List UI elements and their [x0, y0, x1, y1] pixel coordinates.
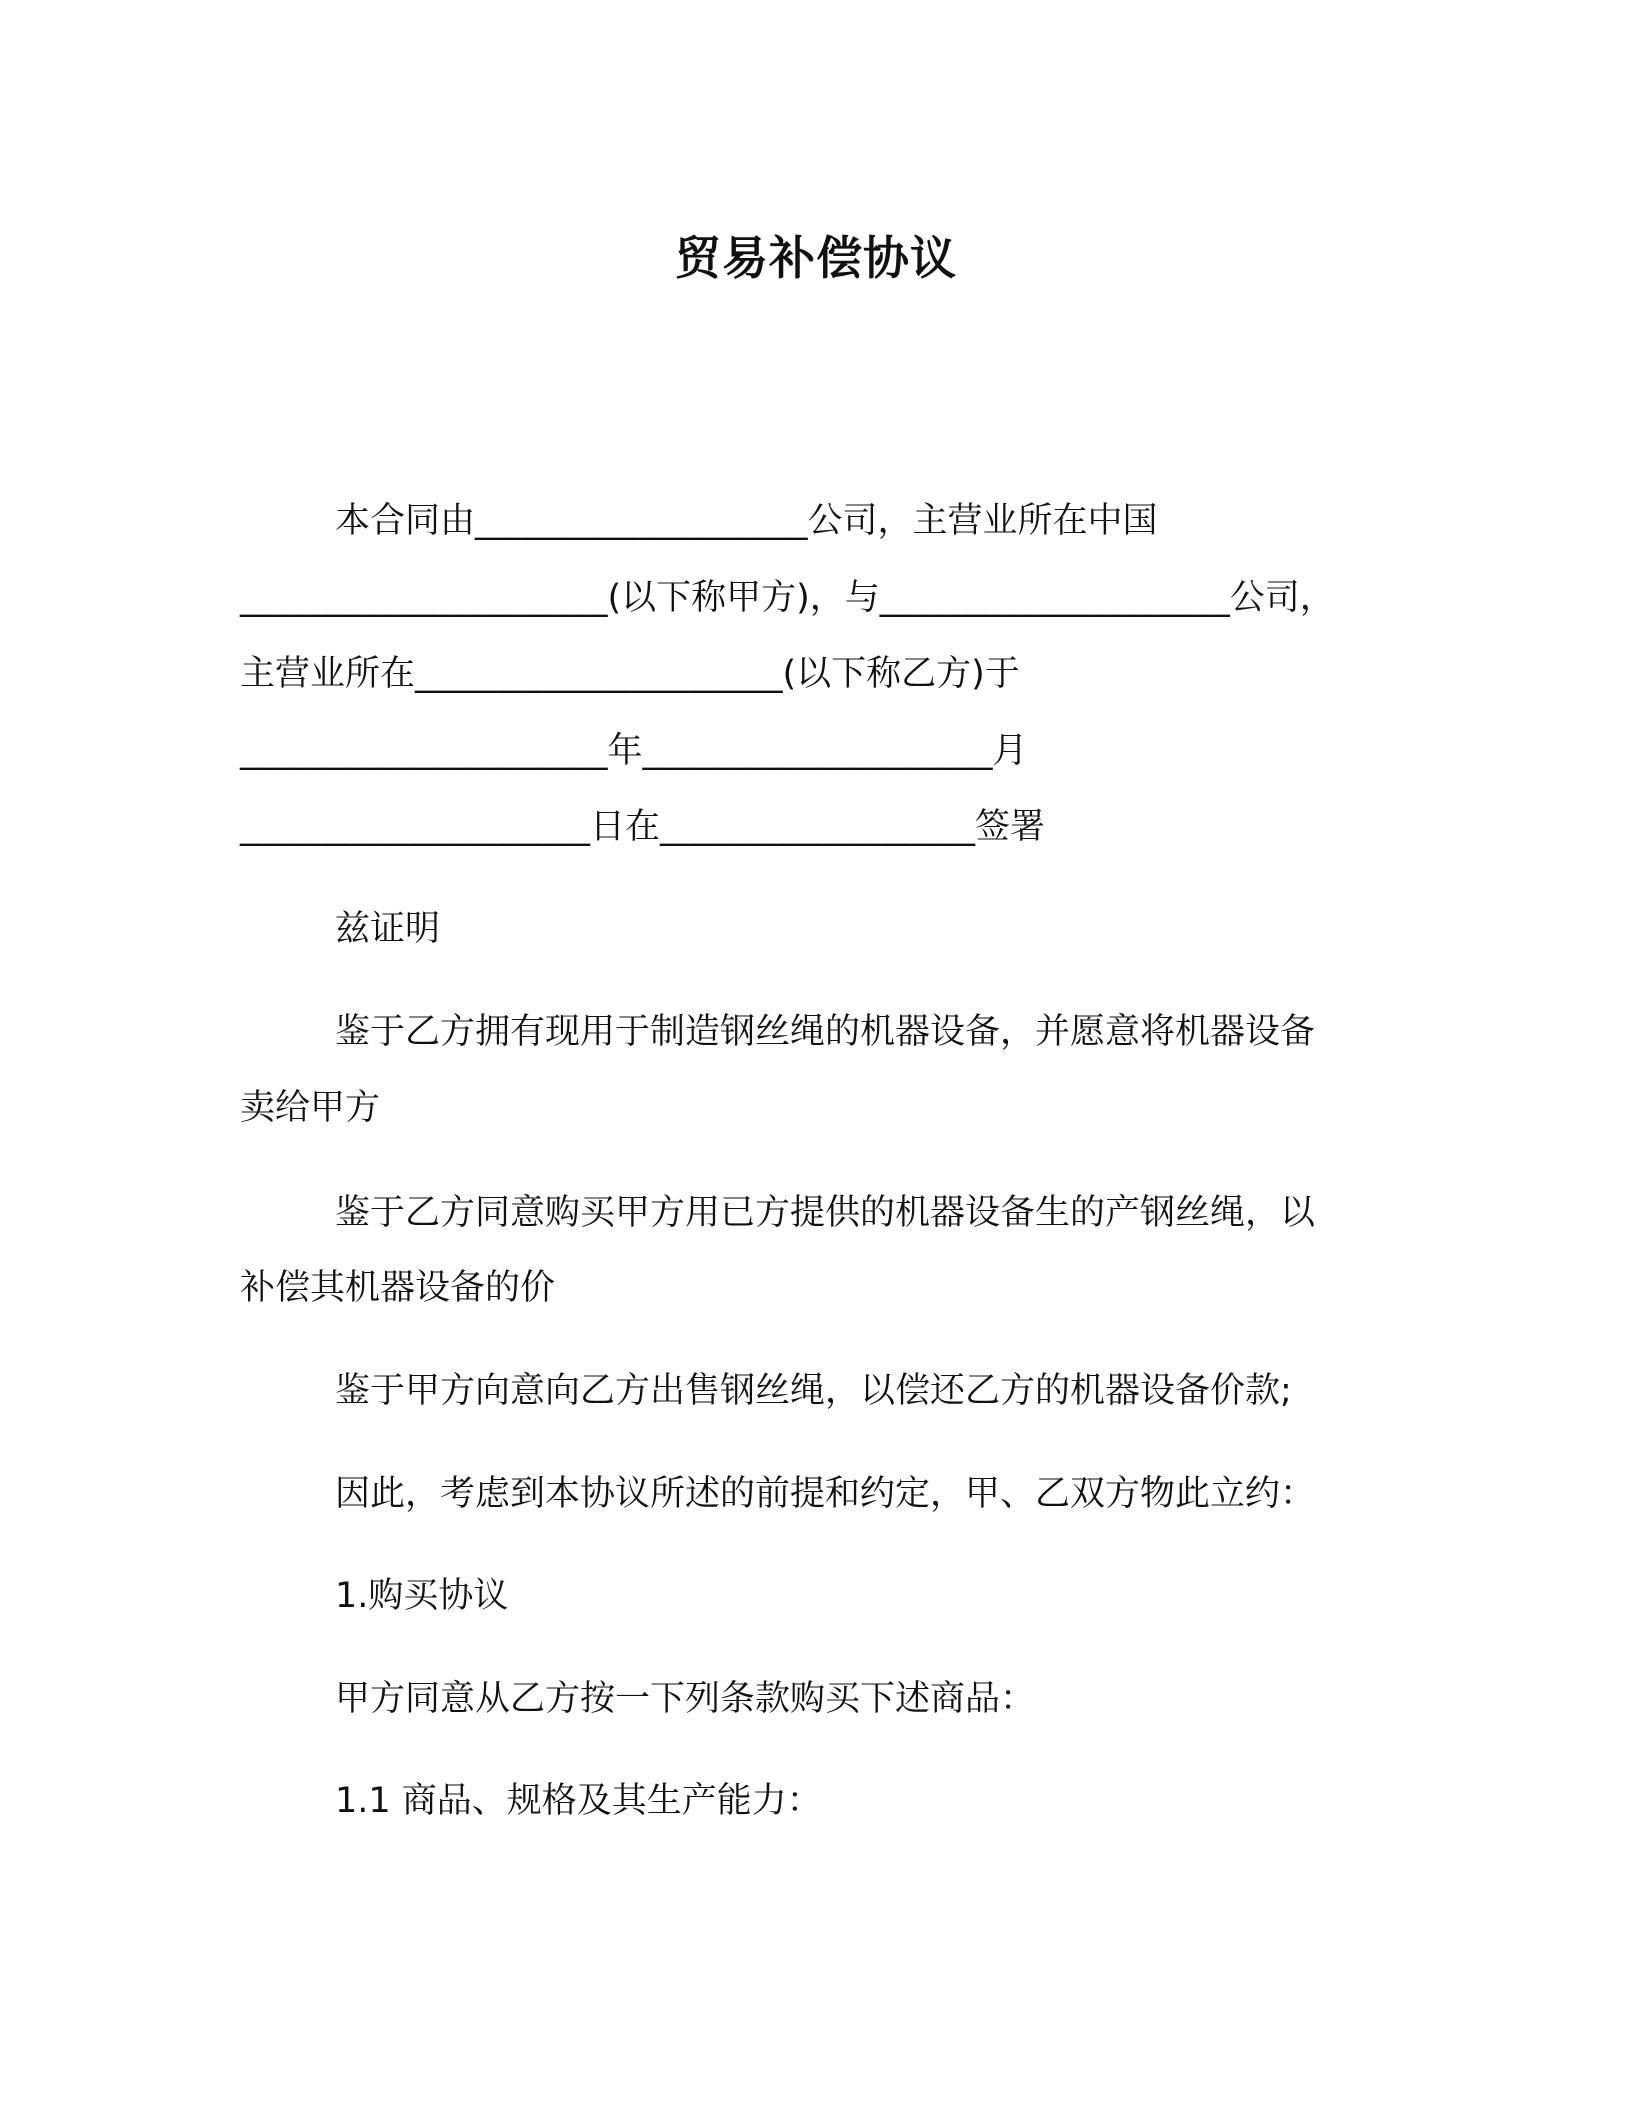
paragraph-line: 卖给甲方	[240, 1088, 381, 1128]
paragraph-line: 兹证明	[335, 909, 441, 949]
paragraph-line: 鉴于甲方向意向乙方出售钢丝绳，以偿还乙方的机器设备价款;	[335, 1371, 1292, 1411]
paragraph-line: 本合同由___________________公司，主营业所在中国	[335, 501, 1158, 541]
paragraph-line: 主营业所在_____________________(以下称乙方)于	[240, 654, 1020, 694]
paragraph-line: 甲方同意从乙方按一下列条款购买下述商品：	[335, 1679, 1036, 1719]
section-heading: 1.购买协议	[335, 1576, 509, 1616]
section-heading: 1.1 商品、规格及其生产能力：	[335, 1781, 822, 1821]
document-title: 贸易补偿协议	[675, 231, 957, 285]
paragraph-line: _____________________年____________________月	[240, 731, 1028, 771]
paragraph-line: ____________________日在__________________签署	[240, 807, 1046, 847]
paragraph-line: 因此，考虑到本协议所述的前提和约定，甲、乙双方物此立约：	[335, 1474, 1316, 1514]
paragraph-line: 鉴于乙方同意购买甲方用已方提供的机器设备生的产钢丝绳，以	[335, 1193, 1316, 1233]
paragraph-line: _____________________(以下称甲方)，与____________________公司，	[240, 578, 1335, 618]
paragraph-line: 补偿其机器设备的价	[240, 1268, 556, 1308]
paragraph-line: 鉴于乙方拥有现用于制造钢丝绳的机器设备，并愿意将机器设备	[335, 1012, 1316, 1052]
